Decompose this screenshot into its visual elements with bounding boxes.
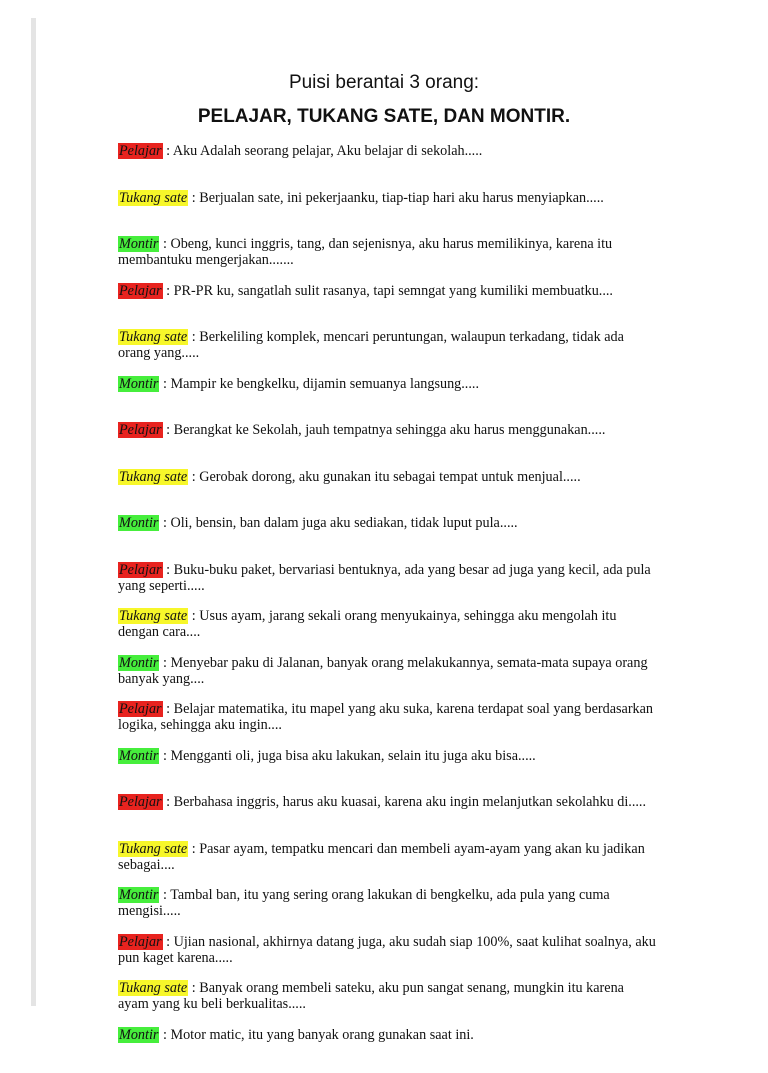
verse-10 — [118, 562, 658, 609]
verse-12 — [118, 655, 658, 702]
speaker-label: Montir — [118, 887, 159, 903]
page-edge-divider — [31, 18, 36, 1006]
speaker-label: Montir — [118, 515, 159, 531]
separator: : — [163, 283, 174, 299]
verse-text: Berbahasa inggris, harus aku kuasai, karena aku ingin melanjutkan sekolahku di..... — [174, 794, 646, 810]
verse-20 — [118, 1027, 658, 1073]
separator: : — [163, 562, 174, 578]
page-subtitle: PELAJAR, TUKANG SATE, DAN MONTIR. — [0, 106, 768, 128]
verse-text: Buku-buku paket, bervariasi bentuknya, ada yang besar ad juga yang kecil, ada pula yang seperti..... — [118, 562, 651, 594]
separator: : — [188, 190, 199, 206]
page-title: Puisi berantai 3 orang: — [0, 72, 768, 94]
separator: : — [159, 376, 170, 392]
verse-4 — [118, 283, 658, 330]
verse-list — [118, 143, 658, 1073]
speaker-label: Montir — [118, 236, 159, 252]
verse-text: Berangkat ke Sekolah, jauh tempatnya sehingga aku harus menggunakan..... — [174, 422, 606, 438]
verse-16 — [118, 841, 658, 888]
separator: : — [163, 143, 173, 159]
verse-text: Motor matic, itu yang banyak orang gunakan saat ini. — [170, 1027, 473, 1043]
verse-text: Usus ayam, jarang sekali orang menyukainya, sehingga aku mengolah itu dengan cara.... — [118, 608, 616, 640]
speaker-label: Pelajar — [118, 794, 163, 810]
verse-text: Tambal ban, itu yang sering orang lakukan di bengkelku, ada pula yang cuma mengisi..... — [118, 887, 610, 919]
verse-text: Aku Adalah seorang pelajar, Aku belajar di sekolah..... — [173, 143, 483, 159]
verse-17 — [118, 887, 658, 934]
speaker-label: Montir — [118, 1027, 159, 1043]
separator: : — [188, 841, 199, 857]
speaker-label: Pelajar — [118, 701, 163, 717]
verse-5 — [118, 329, 658, 376]
verse-text: Berkeliling komplek, mencari peruntungan, walaupun terkadang, tidak ada orang yang..... — [118, 329, 624, 361]
speaker-label: Montir — [118, 376, 159, 392]
verse-13 — [118, 701, 658, 748]
verse-text: Obeng, kunci inggris, tang, dan sejenisnya, aku harus memilikinya, karena itu membantuku mengerjakan....... — [118, 236, 612, 268]
separator: : — [159, 1027, 170, 1043]
verse-text: Gerobak dorong, aku gunakan itu sebagai tempat untuk menjual..... — [199, 469, 580, 485]
verse-text: Banyak orang membeli sateku, aku pun sangat senang, mungkin itu karena ayam yang ku beli berkualitas..... — [118, 980, 624, 1012]
verse-text: Mampir ke bengkelku, dijamin semuanya langsung..... — [170, 376, 479, 392]
separator: : — [188, 329, 199, 345]
verse-text: Berjualan sate, ini pekerjaanku, tiap-tiap hari aku harus menyiapkan..... — [199, 190, 604, 206]
speaker-label: Pelajar — [118, 283, 163, 299]
separator: : — [163, 701, 174, 717]
separator: : — [163, 934, 174, 950]
verse-1 — [118, 143, 658, 190]
speaker-label: Tukang sate — [118, 190, 188, 206]
speaker-label: Tukang sate — [118, 608, 188, 624]
separator: : — [163, 794, 174, 810]
verse-text: Pasar ayam, tempatku mencari dan membeli ayam-ayam yang akan ku jadikan sebagai.... — [118, 841, 645, 873]
verse-7 — [118, 422, 658, 469]
speaker-label: Pelajar — [118, 143, 163, 159]
speaker-label: Tukang sate — [118, 841, 188, 857]
separator: : — [188, 980, 199, 996]
separator: : — [159, 515, 170, 531]
verse-11 — [118, 608, 658, 655]
verse-8 — [118, 469, 658, 516]
speaker-label: Tukang sate — [118, 469, 188, 485]
separator: : — [159, 655, 170, 671]
separator: : — [163, 422, 174, 438]
speaker-label: Montir — [118, 655, 159, 671]
verse-19 — [118, 980, 658, 1027]
speaker-label: Pelajar — [118, 934, 163, 950]
verse-3 — [118, 236, 658, 283]
verse-6 — [118, 376, 658, 423]
separator: : — [188, 469, 199, 485]
verse-15 — [118, 794, 658, 841]
speaker-label: Pelajar — [118, 422, 163, 438]
speaker-label: Montir — [118, 748, 159, 764]
verse-14 — [118, 748, 658, 795]
separator: : — [188, 608, 199, 624]
speaker-label: Tukang sate — [118, 329, 188, 345]
speaker-label: Pelajar — [118, 562, 163, 578]
separator: : — [159, 887, 170, 903]
separator: : — [159, 236, 170, 252]
verse-text: Menyebar paku di Jalanan, banyak orang melakukannya, semata-mata supaya orang banyak yang.... — [118, 655, 648, 687]
verse-2 — [118, 190, 658, 237]
verse-text: Ujian nasional, akhirnya datang juga, aku sudah siap 100%, saat kulihat soalnya, aku pun kaget karena..... — [118, 934, 656, 966]
verse-text: Belajar matematika, itu mapel yang aku suka, karena terdapat soal yang berdasarkan logika, sehingga aku ingin.... — [118, 701, 653, 733]
speaker-label: Tukang sate — [118, 980, 188, 996]
separator: : — [159, 748, 170, 764]
verse-text: Mengganti oli, juga bisa aku lakukan, selain itu juga aku bisa..... — [170, 748, 535, 764]
verse-text: Oli, bensin, ban dalam juga aku sediakan, tidak luput pula..... — [170, 515, 517, 531]
verse-9 — [118, 515, 658, 562]
verse-18 — [118, 934, 658, 981]
verse-text: PR-PR ku, sangatlah sulit rasanya, tapi semngat yang kumiliki membuatku.... — [174, 283, 613, 299]
